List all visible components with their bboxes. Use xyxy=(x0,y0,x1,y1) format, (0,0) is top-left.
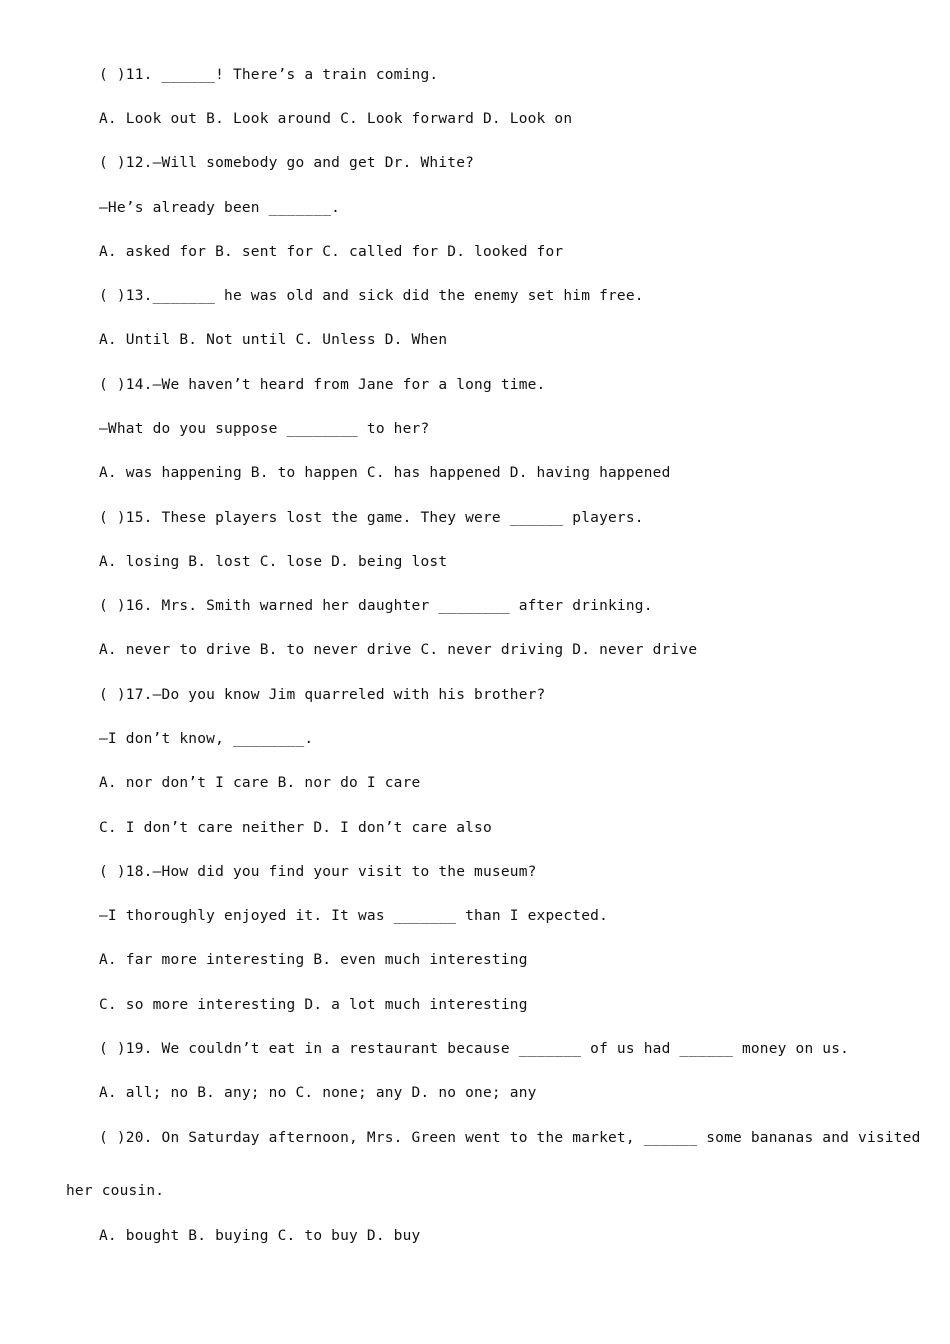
question-17-reply: —I don’t know, ________. xyxy=(99,731,314,747)
question-14-options: A. was happening B. to happen C. has happened D. having happened xyxy=(99,465,671,481)
question-20-stem: ( )20. On Saturday afternoon, Mrs. Green went to the market, ______ some bananas and visited xyxy=(99,1130,921,1146)
question-12-options: A. asked for B. sent for C. called for D. looked for xyxy=(99,244,564,260)
question-16-options: A. never to drive B. to never drive C. never driving D. never drive xyxy=(99,642,698,658)
question-18-stem: ( )18.—How did you find your visit to the museum? xyxy=(99,864,537,880)
question-14-reply: —What do you suppose ________ to her? xyxy=(99,421,430,437)
question-12-stem: ( )12.—Will somebody go and get Dr. White? xyxy=(99,155,475,171)
question-18-options-ab: A. far more interesting B. even much interesting xyxy=(99,952,528,968)
question-15-options: A. losing B. lost C. lose D. being lost xyxy=(99,554,448,570)
question-13-stem: ( )13._______ he was old and sick did the enemy set him free. xyxy=(99,288,644,304)
question-18-reply: —I thoroughly enjoyed it. It was _______ than I expected. xyxy=(99,908,608,924)
question-16-stem: ( )16. Mrs. Smith warned her daughter ________ after drinking. xyxy=(99,598,653,614)
question-20-options: A. bought B. buying C. to buy D. buy xyxy=(99,1228,421,1244)
question-19-options: A. all; no B. any; no C. none; any D. no one; any xyxy=(99,1085,537,1101)
question-13-options: A. Until B. Not until C. Unless D. When xyxy=(99,332,448,348)
question-15-stem: ( )15. These players lost the game. They were ______ players. xyxy=(99,510,644,526)
question-11-stem: ( )11. ______! There’s a train coming. xyxy=(99,67,439,83)
question-17-options-ab: A. nor don’t I care B. nor do I care xyxy=(99,775,421,791)
question-14-stem: ( )14.—We haven’t heard from Jane for a long time. xyxy=(99,377,546,393)
question-20-stem-continued: her cousin. xyxy=(66,1183,165,1199)
question-17-stem: ( )17.—Do you know Jim quarreled with his brother? xyxy=(99,687,546,703)
question-18-options-cd: C. so more interesting D. a lot much interesting xyxy=(99,997,528,1013)
question-17-options-cd: C. I don’t care neither D. I don’t care also xyxy=(99,820,492,836)
question-11-options: A. Look out B. Look around C. Look forward D. Look on xyxy=(99,111,573,127)
question-19-stem: ( )19. We couldn’t eat in a restaurant because _______ of us had ______ money on us. xyxy=(99,1041,850,1057)
question-12-reply: —He’s already been _______. xyxy=(99,200,341,216)
